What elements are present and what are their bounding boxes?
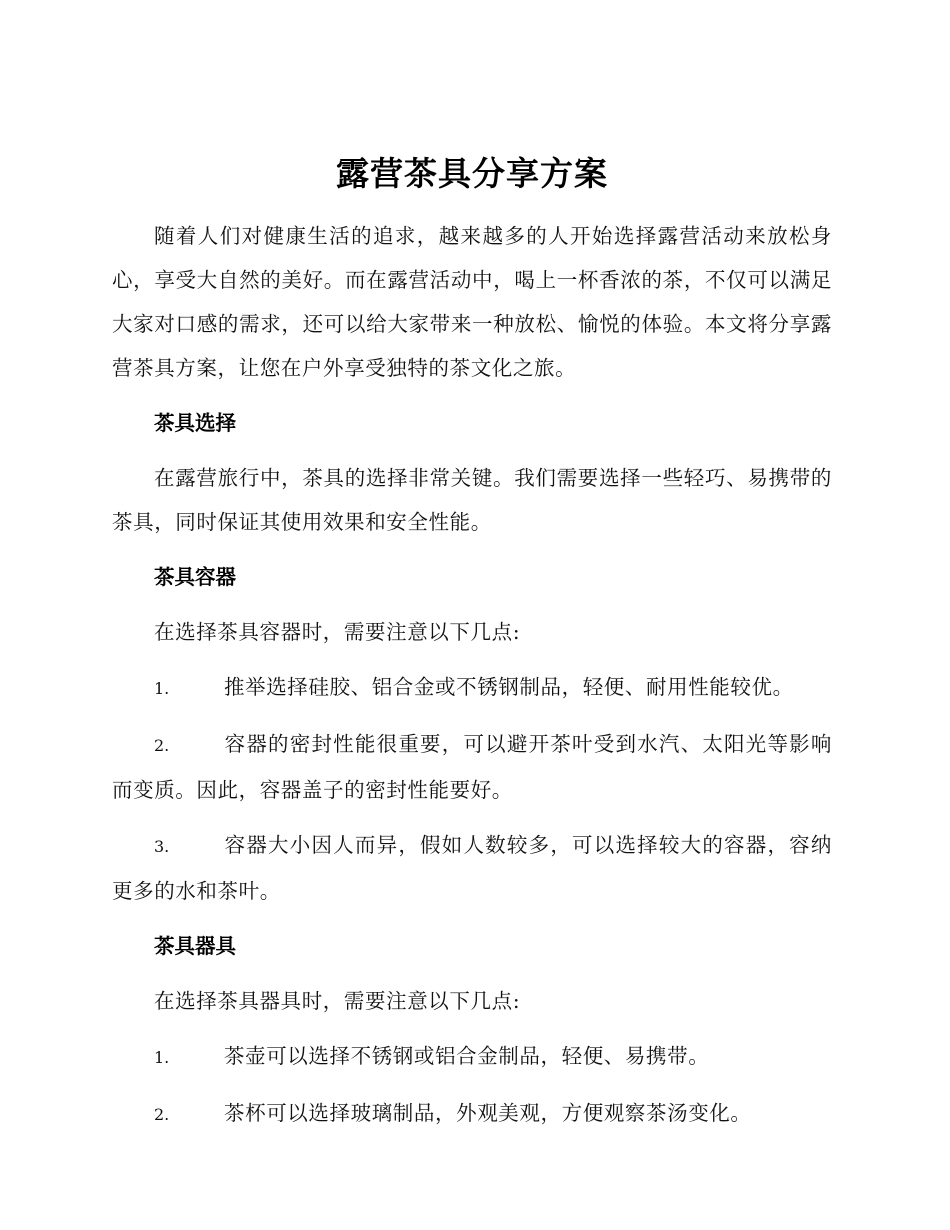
list-item-number: 2.	[154, 1105, 170, 1124]
list-item	[112, 1034, 832, 1080]
spacer	[112, 913, 832, 924]
spacer	[112, 711, 832, 722]
spacer	[112, 1023, 832, 1034]
spacer	[112, 968, 832, 979]
list-item-text: 茶杯可以选择玻璃制品，外观美观，方便观察茶汤变化。	[224, 1101, 752, 1125]
list-item	[112, 722, 832, 812]
spacer	[112, 1080, 832, 1091]
list-item	[112, 1091, 832, 1137]
list-item-text: 容器大小因人而异，假如人数较多，可以选择较大的容器，容纳更多的水和茶叶。	[112, 833, 832, 903]
list-item-text: 茶壶可以选择不锈钢或铝合金制品，轻便、易携带。	[224, 1044, 710, 1068]
spacer	[112, 445, 832, 456]
spacer	[112, 390, 832, 401]
document-title: 露营茶具分享方案	[336, 154, 608, 193]
list-item-text: 推举选择硅胶、铝合金或不锈钢制品，轻便、耐用性能较优。	[224, 675, 794, 699]
section-heading-tea-containers: 茶具容器	[154, 565, 236, 589]
intro-paragraph: 随着人们对健康生活的追求，越来越多的人开始选择露营活动来放松身心，享受大自然的美好。而在露营活动中，喝上一杯香浓的茶，不仅可以满足大家对口感的需求，还可以给大家带来一种放松、愉悦的体验。本文将分享露营茶具方案，让您在户外享受独特的茶文化之旅。	[112, 224, 832, 380]
list-item	[112, 665, 832, 711]
section-heading-tea-set-selection: 茶具选择	[154, 411, 236, 435]
section-paragraph-tea-containers: 在选择茶具容器时，需要注意以下几点:	[154, 620, 521, 644]
list-item	[112, 823, 832, 913]
list-item-number: 3.	[154, 837, 170, 856]
section-paragraph-tea-set-selection: 在露营旅行中，茶具的选择非常关键。我们需要选择一些轻巧、易携带的茶具，同时保证其使用效果和安全性能。	[112, 466, 832, 534]
list-item-number: 2.	[154, 736, 170, 755]
section-paragraph-tea-utensils: 在选择茶具器具时，需要注意以下几点:	[154, 989, 521, 1013]
spacer	[112, 544, 832, 555]
spacer	[112, 599, 832, 610]
spacer	[112, 654, 832, 665]
list-item-number: 1.	[154, 679, 170, 698]
section-heading-tea-utensils: 茶具器具	[154, 934, 236, 958]
spacer	[112, 812, 832, 823]
list-item-number: 1.	[154, 1048, 170, 1067]
list-item-text: 容器的密封性能很重要，可以避开茶叶受到水汽、太阳光等影响而变质。因此，容器盖子的密封性能要好。	[112, 732, 832, 802]
